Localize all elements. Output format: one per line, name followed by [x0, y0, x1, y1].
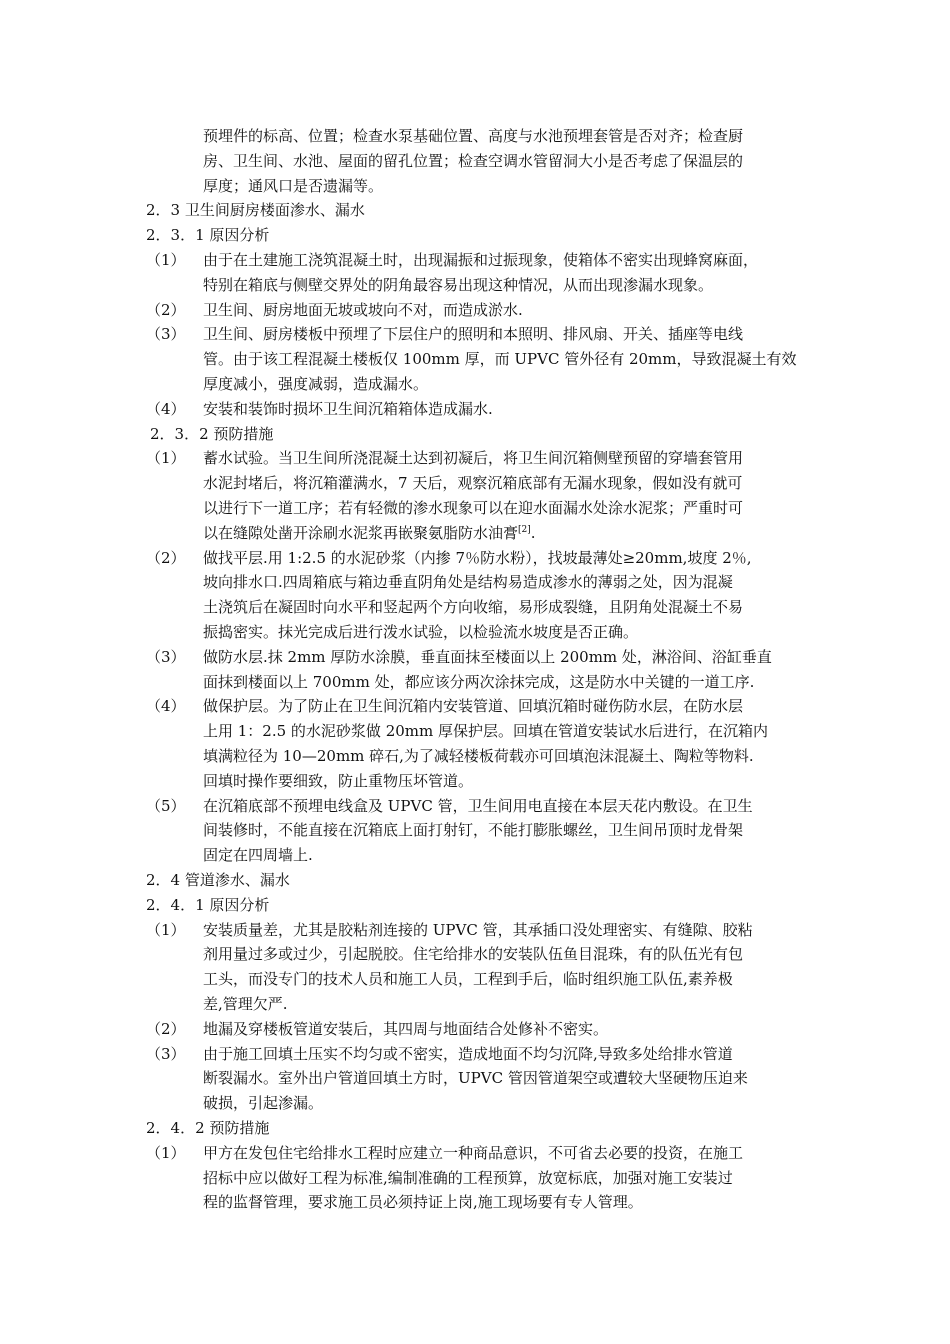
line-text: 厚度；通风口是否遗漏等。: [203, 176, 384, 195]
list-item-number: （5）: [146, 796, 186, 815]
list-item-number: （3）: [146, 647, 186, 666]
line-text: 差,管理欠严.: [203, 995, 288, 1013]
paragraph-line: [203, 1041, 733, 1067]
paragraph-line: [203, 445, 743, 471]
paragraph-line: [203, 520, 536, 546]
paragraph-line: [203, 495, 743, 521]
paragraph-line: [203, 842, 313, 868]
line-text: 面抹到楼面以上 700mm 处，都应该分两次涂抹完成，这是防水中关键的一道工序.: [203, 672, 755, 691]
citation-reference: [2]: [518, 524, 531, 535]
paragraph-line: [203, 1140, 743, 1166]
section-heading: 2．3．2 预防措施: [150, 424, 274, 443]
paragraph-line: [203, 272, 713, 298]
line-text: 厚度减小，强度减弱，造成漏水。: [203, 375, 429, 393]
paragraph-line: [203, 545, 752, 571]
line-text: 固定在四周墙上.: [203, 846, 313, 865]
line-text: 间装修时，不能直接在沉箱底上面打射钉，不能打膨胀螺丝，卫生间吊顶时龙骨架: [203, 821, 744, 840]
list-item-number: （1）: [146, 1143, 186, 1162]
list-item-number: （2）: [146, 300, 186, 319]
section-heading: 2．4．2 预防措施: [146, 1119, 270, 1137]
paragraph-line: [203, 619, 638, 645]
line-text: 土浇筑后在凝固时向水平和竖起两个方向收缩，易形成裂缝，且阴角处混凝土不易: [203, 598, 744, 617]
line-text: 以进行下一道工序；若有轻微的渗水现象可以在迎水面漏水处涂水泥浆；严重时可: [203, 499, 744, 517]
line-text: 管。由于该工程混凝土楼板仅 100mm 厚，而 UPVC 管外径有 20mm，导致混凝土有效: [203, 350, 797, 369]
paragraph-line: [203, 768, 473, 794]
line-text: 安装质量差，尤其是胶粘剂连接的 UPVC 管，其承插口没处理密实、有缝隙、胶粘: [203, 920, 753, 939]
line-text: 卫生间、厨房楼板中预埋了下层住户的照明和本照明、排风扇、开关、插座等电线: [203, 325, 744, 344]
paragraph-line: [203, 718, 768, 744]
line-text: 断裂漏水。室外出户管道回填土方时，UPVC 管因管道架空或遭较大坚硬物压迫来: [203, 1069, 748, 1088]
paragraph-line: [203, 569, 733, 595]
line-text: 做防水层.抹 2mm 厚防水涂膜，垂直面抹至楼面以上 200mm 处，淋浴间、浴缸垂直: [203, 647, 772, 666]
paragraph-line: [203, 1165, 733, 1191]
line-text: 以在缝隙处凿开涂刷水泥浆再嵌聚氨脂防水油膏: [203, 523, 519, 542]
line-text: 破损，引起渗漏。: [203, 1094, 324, 1113]
paragraph-line: [203, 396, 493, 422]
list-item-number: （1）: [146, 920, 186, 939]
paragraph-line: [203, 966, 733, 992]
list-item-number: （4）: [146, 399, 186, 418]
paragraph-line: [203, 793, 753, 819]
list-item-number: （3）: [146, 1044, 186, 1063]
paragraph-line: [203, 1065, 748, 1091]
list-item-number: （2）: [146, 1019, 186, 1038]
line-text: 蓄水试验。当卫生间所浇混凝土达到初凝后，将卫生间沉箱侧壁预留的穿墙套管用: [203, 449, 744, 468]
line-text: 振捣密实。抹光完成后进行泼水试验，以检验流水坡度是否正确。: [203, 623, 639, 641]
line-tail: .: [530, 523, 536, 542]
paragraph-line: [203, 941, 743, 967]
line-text: 安装和装饰时损坏卫生间沉箱箱体造成漏水.: [203, 399, 493, 418]
line-text: 做保护层。为了防止在卫生间沉箱内安装管道、回填沉箱时碰伤防水层，在防水层: [203, 697, 744, 716]
paragraph-line: [203, 148, 743, 174]
line-text: 房、卫生间、水池、屋面的留孔位置；检查空调水管留洞大小是否考虑了保温层的: [203, 151, 744, 170]
line-text: 剂用量过多或过少，引起脱胶。住宅给排水的安装队伍鱼目混珠，有的队伍光有包: [203, 945, 744, 964]
line-text: 做找平层.用 1:2.5 的水泥砂浆（内掺 7％防水粉），找坡最薄处≥20mm,坡度 2％,: [203, 548, 752, 567]
line-text: 程的监督管理，要求施工员必须持证上岗,施工现场要有专人管理。: [203, 1193, 643, 1212]
line-text: 上用 1：2.5 的水泥砂浆做 20mm 厚保护层。回填在管道安装试水后进行，在沉箱内: [203, 722, 769, 741]
line-text: 招标中应以做好工程为标准,编制准确的工程预算，放宽标底，加强对施工安装过: [203, 1168, 733, 1187]
paragraph-line: [203, 743, 754, 769]
paragraph-line: [203, 123, 743, 149]
paragraph-line: [203, 991, 288, 1017]
paragraph-line: [203, 594, 743, 620]
line-text: 特别在箱底与侧壁交界处的阴角最容易出现这种情况，从而出现渗漏水现象。: [203, 275, 714, 294]
paragraph-line: [203, 321, 743, 347]
list-item-number: （2）: [146, 548, 186, 567]
line-text: 回填时操作要细致，防止重物压坏管道。: [203, 771, 474, 790]
line-text: 在沉箱底部不预埋电线盒及 UPVC 管，卫生间用电直接在本层天花内敷设。在卫生: [203, 796, 753, 815]
line-text: 卫生间、厨房地面无坡或坡向不对，而造成淤水.: [203, 300, 523, 319]
line-text: 地漏及穿楼板管道安装后，其四周与地面结合处修补不密实。: [203, 1019, 609, 1038]
list-item-number: （4）: [146, 697, 186, 716]
line-text: 由于施工回填土压实不均匀或不密实，造成地面不均匀沉降,导致多处给排水管道: [203, 1044, 733, 1063]
paragraph-line: [203, 917, 753, 943]
paragraph-line: [203, 1090, 323, 1116]
paragraph-line: [203, 346, 797, 372]
paragraph-line: [203, 173, 383, 199]
section-heading: 2．3 卫生间厨房楼面渗水、漏水: [146, 201, 365, 220]
paragraph-line: [203, 1016, 608, 1042]
paragraph-line: [203, 470, 742, 496]
line-text: 甲方在发包住宅给排水工程时应建立一种商品意识，不可省去必要的投资，在施工: [203, 1143, 744, 1162]
paragraph-line: [203, 693, 743, 719]
line-text: 坡向排水口.四周箱底与箱边垂直阴角处是结构易造成渗水的薄弱之处，因为混凝: [203, 573, 733, 592]
section-heading: 2．4 管道渗水、漏水: [146, 871, 290, 889]
section-heading: 2．3．1 原因分析: [146, 226, 270, 245]
list-item-number: （1）: [146, 251, 186, 269]
list-item-number: （3）: [146, 325, 186, 344]
paragraph-line: [203, 371, 428, 397]
line-text: 预埋件的标高、位置；检查水泵基础位置、高度与水池预埋套管是否对齐；检查厨: [203, 127, 744, 145]
line-text: 由于在土建施工浇筑混凝土时，出现漏振和过振现象，使箱体不密实出现蜂窝麻面，: [203, 251, 759, 269]
paragraph-line: [203, 644, 772, 670]
list-item-number: （1）: [146, 449, 186, 468]
line-text: 水泥封堵后，将沉箱灌满水，7 天后，观察沉箱底部有无漏水现象，假如没有就可: [203, 474, 743, 493]
section-heading: 2．4．1 原因分析: [146, 895, 270, 914]
paragraph-line: [203, 669, 754, 695]
paragraph-line: [203, 1189, 643, 1215]
line-text: 工头，而没专门的技术人员和施工人员，工程到手后，临时组织施工队伍,素养极: [203, 970, 733, 989]
paragraph-line: [203, 817, 743, 843]
line-text: 填满粒径为 10—20mm 碎石,为了减轻楼板荷载亦可回填泡沫混凝土、陶粒等物料.: [203, 747, 754, 765]
paragraph-line: [203, 297, 523, 323]
paragraph-line: [203, 247, 758, 273]
